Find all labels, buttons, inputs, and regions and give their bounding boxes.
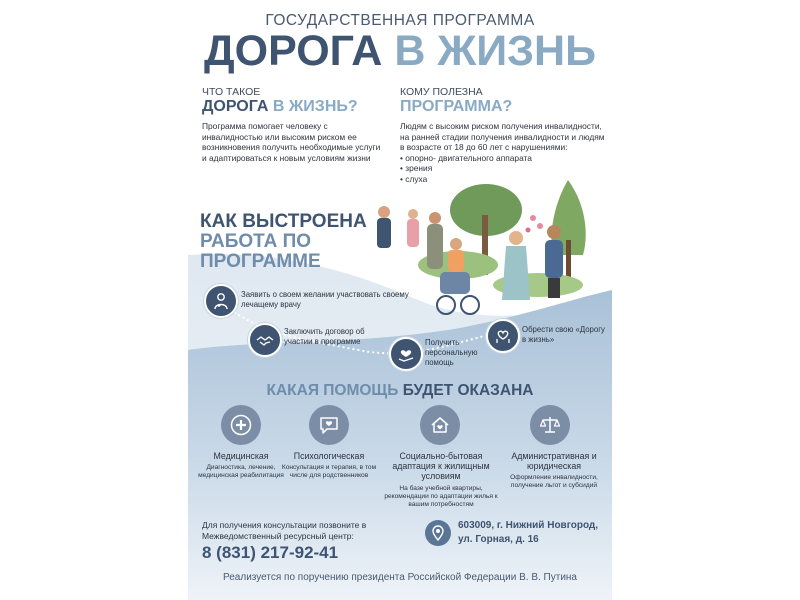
title-part-2: В ЖИЗНЬ — [394, 27, 596, 75]
who-for-bullet-3: • слуха — [400, 173, 428, 184]
contact-block — [202, 520, 402, 563]
help-item-3-desc: На базе учебной квартиры, рекомендации по адаптации жилья к вашим потребностям — [384, 484, 498, 508]
who-for-heading: ПРОГРАММА? — [400, 98, 513, 115]
program-supertitle: ГОСУДАРСТВЕННАЯ ПРОГРАММА — [265, 12, 535, 29]
help-item-1-head: Медицинская — [213, 451, 269, 461]
how-line-1: КАК ВЫСТРОЕНА — [200, 211, 367, 232]
scales-icon — [530, 405, 570, 445]
who-for-text: Людям с высоким риском получения инвалидности, на ранней стадии получения инвалидности и людям в возрасте от 18 до 60 лет с нарушениями: — [400, 121, 605, 153]
how-heading — [200, 212, 400, 272]
help-item-2-head: Психологическая — [293, 451, 365, 461]
what-is-small: ЧТО ТАКОЕ — [202, 86, 261, 98]
who-for-bullet-2: • зрения — [400, 163, 433, 174]
handshake-icon — [248, 323, 282, 357]
help-item-4-desc: Оформление инвалидности, получение льгот и субсидий — [510, 474, 598, 490]
help-item-legal — [502, 451, 606, 490]
what-is-section — [202, 86, 387, 163]
what-is-heading-part2: В ЖИЗНЬ? — [272, 98, 358, 115]
who-for-bullet-1: • опорно- двигательного аппарата — [400, 152, 532, 163]
title-part-1: ДОРОГА — [204, 27, 383, 75]
heart-bubble-icon — [309, 405, 349, 445]
address-line-1: 603009, г. Нижний Новгород, — [458, 520, 599, 531]
phone-number[interactable]: 8 (831) 217-92-41 — [202, 543, 339, 562]
step-2-text: Заключить договор об участии в программе — [284, 327, 365, 346]
help-item-medical — [190, 451, 292, 480]
contact-text: Для получения консультации позвоните в Межведомственный ресурсный центр: — [202, 520, 367, 541]
poster — [188, 0, 612, 600]
help-heading — [188, 382, 612, 400]
help-heading-part1: КАКАЯ ПОМОЩЬ — [266, 382, 399, 399]
program-title — [188, 26, 612, 76]
help-item-3-head: Социально-бытовая адаптация к жилищным условиям — [392, 451, 490, 482]
help-item-social — [378, 451, 504, 509]
who-for-small: КОМУ ПОЛЕЗНА — [400, 86, 483, 98]
address-block — [458, 519, 608, 547]
care-hands-icon — [389, 337, 423, 371]
what-is-heading — [202, 98, 387, 116]
how-line-3: ПРОГРАММЕ — [200, 251, 321, 272]
how-line-2: РАБОТА ПО — [200, 231, 312, 252]
house-icon — [420, 405, 460, 445]
help-item-2-desc: Консультация и терапия, в том числе для родственников — [281, 464, 377, 480]
doctor-icon — [204, 284, 238, 318]
who-for-section — [400, 86, 605, 185]
heart-hands-icon — [486, 319, 520, 353]
footer-note: Реализуется по поручению президента Российской Федерации В. В. Путина — [223, 572, 577, 583]
step-4-text: Обрести свою «Дорогу в жизнь» — [522, 325, 605, 344]
help-item-4-head: Административная и юридическая — [511, 451, 597, 472]
what-is-heading-part1: ДОРОГА — [202, 98, 269, 115]
address-line-2: ул. Горная, д. 16 — [458, 534, 539, 545]
help-heading-part2: БУДЕТ ОКАЗАНА — [402, 382, 534, 399]
medical-cross-icon — [221, 405, 261, 445]
step-1-text: Заявить о своем желании участвовать своему лечащему врачу — [241, 290, 409, 309]
help-item-psychological — [280, 451, 378, 480]
what-is-text: Программа помогает человеку с инвалидностью или высоким риском ее возникновения получить необходимые услуги и адаптироваться к новым условиям жизни — [202, 121, 381, 163]
help-item-1-desc: Диагностика, лечение, медицинская реабилитация — [198, 464, 284, 480]
step-3-text: Получить персональную помощь — [425, 338, 478, 367]
location-pin-icon — [425, 520, 451, 546]
